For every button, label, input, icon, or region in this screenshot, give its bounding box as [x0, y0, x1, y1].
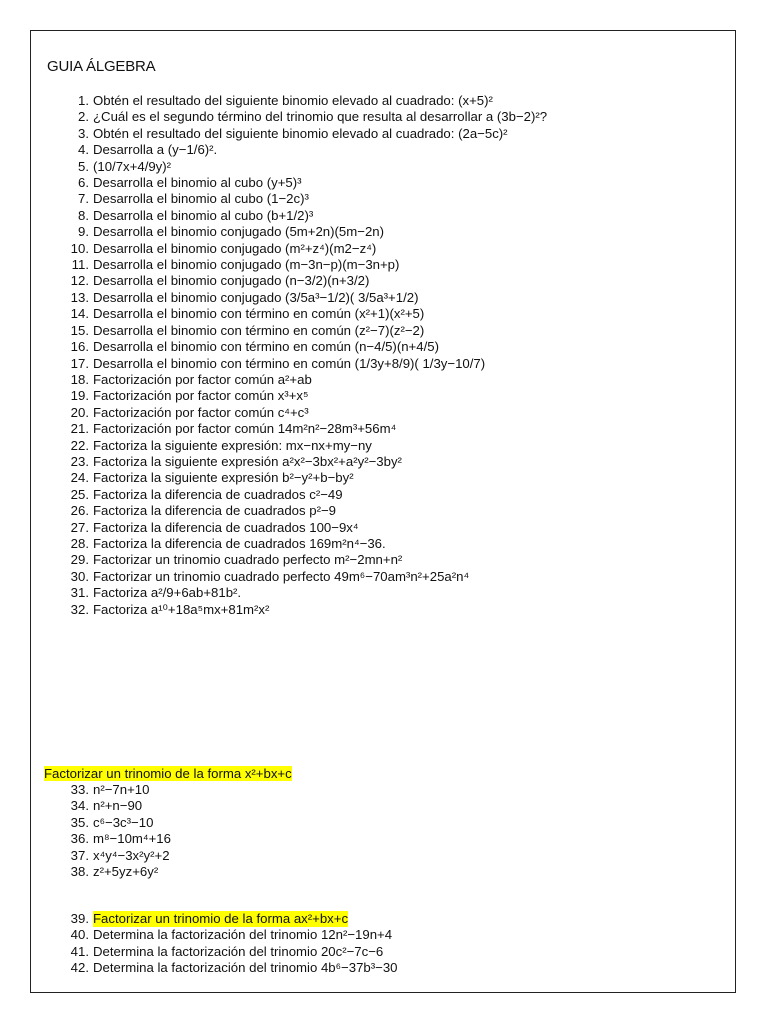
item-number: 26.	[70, 503, 89, 519]
item-text: Desarrolla el binomio con término en común (x²+1)(x²+5)	[93, 306, 425, 322]
list-item	[65, 208, 725, 224]
item-text: m⁸−10m⁴+16	[93, 831, 171, 847]
item-number: 27.	[70, 519, 89, 535]
item-number: 10.	[70, 240, 89, 256]
item-number: 18.	[70, 371, 89, 387]
item-number: 14.	[70, 306, 89, 322]
list-item	[65, 798, 725, 814]
item-text: z²+5yz+6y²	[93, 864, 159, 880]
item-text: Factorizar un trinomio cuadrado perfecto m²−2mn+n²	[93, 552, 403, 568]
item-number: 39.	[70, 911, 89, 926]
item-number: 23.	[70, 453, 89, 469]
item-number: 30.	[70, 568, 89, 584]
item-text: Factoriza a²/9+6ab+81b².	[93, 585, 242, 601]
list-item	[65, 273, 725, 289]
list-item	[65, 487, 725, 503]
item-number: 8.	[78, 207, 89, 223]
list-item	[65, 585, 725, 601]
item-text: x⁴y⁴−3x²y²+2	[93, 847, 170, 863]
item-number: 4.	[78, 142, 89, 158]
item-text: Factoriza la diferencia de cuadrados p²−9	[93, 503, 337, 519]
item-number: 29.	[70, 552, 89, 568]
list-item	[65, 520, 725, 536]
item-text: Desarrolla el binomio conjugado (3/5a³−1/2)( 3/5a³+1/2)	[93, 289, 419, 305]
list-item	[65, 339, 725, 355]
item-text: Obtén el resultado del siguiente binomio elevado al cuadrado: (x+5)²	[93, 93, 493, 108]
item-text: Factoriza la siguiente expresión a²x²−3bx²+a²y²−3by²	[93, 453, 402, 469]
list-item	[65, 257, 725, 273]
item-number: 25.	[70, 486, 89, 502]
item-number: 17.	[70, 355, 89, 371]
highlighted-heading: Factorizar un trinomio de la forma ax²+bx+c	[93, 911, 349, 926]
item-number: 31.	[70, 585, 89, 601]
list-item	[65, 159, 725, 175]
list-item	[65, 388, 725, 404]
item-text: Factoriza la diferencia de cuadrados 100−9x⁴	[93, 519, 359, 535]
list-item	[65, 815, 725, 831]
highlighted-heading: Factorizar un trinomio de la forma x²+bx+c	[44, 766, 292, 781]
exercise-list	[65, 93, 725, 618]
item-text: Desarrolla el binomio conjugado (n−3/2)(n+3/2)	[93, 273, 370, 289]
item-number: 11.	[71, 257, 89, 273]
list-item	[65, 224, 725, 240]
list-item	[65, 569, 725, 585]
item-number: 22.	[70, 437, 89, 453]
item-text: Obtén el resultado del siguiente binomio elevado al cuadrado: (2a−5c)²	[93, 125, 508, 141]
item-number: 16.	[70, 339, 89, 355]
exercise-list-ax2	[65, 911, 725, 977]
list-item	[65, 191, 725, 207]
list-item	[65, 93, 725, 109]
item-number: 15.	[70, 322, 89, 338]
section-heading	[44, 766, 292, 782]
item-number: 36.	[70, 831, 89, 847]
item-text: Factoriza a¹⁰+18a⁵mx+81m²x²	[93, 601, 270, 617]
item-text: Factoriza la diferencia de cuadrados 169m²n⁴−36.	[93, 535, 386, 551]
item-number: 3.	[78, 125, 89, 141]
item-text: Determina la factorización del trinomio 20c²−7c−6	[93, 943, 384, 959]
item-text: n²−7n+10	[93, 782, 150, 797]
list-item	[65, 831, 725, 847]
item-text: Desarrolla el binomio con término en común (z²−7)(z²−2)	[93, 322, 425, 338]
list-item	[65, 438, 725, 454]
document-page	[30, 30, 736, 993]
item-number: 41.	[70, 943, 89, 959]
item-number: 32.	[70, 601, 89, 617]
item-number: 6.	[78, 175, 89, 191]
list-item	[65, 323, 725, 339]
item-number: 42.	[70, 960, 89, 976]
list-item	[65, 470, 725, 486]
item-number: 9.	[78, 224, 89, 240]
list-item	[65, 782, 725, 798]
item-text: Desarrolla el binomio conjugado (m−3n−p)(m−3n+p)	[93, 257, 400, 273]
item-number: 5.	[78, 158, 89, 174]
item-text: Desarrolla el binomio conjugado (5m+2n)(5m−2n)	[93, 224, 385, 240]
item-number: 40.	[70, 927, 89, 943]
item-number: 2.	[78, 109, 89, 125]
item-number: 28.	[70, 535, 89, 551]
page-title: GUIA ÁLGEBRA	[47, 58, 156, 75]
item-text: Desarrolla el binomio con término en común (n−4/5)(n+4/5)	[93, 339, 439, 355]
list-item	[65, 306, 725, 322]
list-item	[65, 927, 725, 943]
item-text: Desarrolla el binomio al cubo (1−2c)³	[93, 191, 309, 207]
item-text: Factoriza la diferencia de cuadrados c²−49	[93, 486, 343, 502]
item-text: Desarrolla el binomio conjugado (m²+z⁴)(m2−z⁴)	[93, 240, 377, 256]
list-item	[65, 109, 725, 125]
list-item	[65, 142, 725, 158]
item-number: 7.	[78, 191, 89, 207]
item-text: Factoriza la siguiente expresión: mx−nx+my−ny	[93, 437, 372, 453]
list-item	[65, 911, 725, 927]
item-number: 12.	[70, 273, 89, 289]
list-item	[65, 503, 725, 519]
item-text: Factorización por factor común x³+x⁵	[93, 388, 309, 404]
item-text: Desarrolla el binomio al cubo (b+1/2)³	[93, 207, 314, 223]
list-item	[65, 372, 725, 388]
list-item	[65, 356, 725, 372]
list-item	[65, 536, 725, 552]
exercise-list-trinomials	[65, 782, 725, 880]
item-text: ¿Cuál es el segundo término del trinomio que resulta al desarrollar a (3b−2)²?	[93, 109, 548, 125]
list-item	[65, 405, 725, 421]
item-text: Factorizar un trinomio cuadrado perfecto 49m⁶−70am³n²+25a²n⁴	[93, 568, 470, 584]
list-item	[65, 126, 725, 142]
list-item	[65, 241, 725, 257]
item-text: Desarrolla el binomio al cubo (y+5)³	[93, 175, 302, 191]
list-item	[65, 175, 725, 191]
list-item	[65, 960, 725, 976]
item-text: Determina la factorización del trinomio 12n²−19n+4	[93, 927, 393, 943]
item-text: (10/7x+4/9y)²	[93, 158, 172, 174]
item-number: 24.	[70, 470, 89, 486]
item-number: 20.	[70, 404, 89, 420]
item-text: Determina la factorización del trinomio 4b⁶−37b³−30	[93, 960, 398, 976]
list-item	[65, 602, 725, 618]
item-text: Factorización por factor común a²+ab	[93, 371, 312, 387]
item-text: Factorización por factor común c⁴+c³	[93, 404, 309, 420]
list-item	[65, 864, 725, 880]
item-number: 37.	[70, 847, 89, 863]
item-text: n²+n−90	[93, 798, 143, 814]
list-item	[65, 454, 725, 470]
item-text: Factorización por factor común 14m²n²−28m³+56m⁴	[93, 421, 397, 437]
item-text: Desarrolla a (y−1/6)².	[93, 142, 218, 158]
list-item	[65, 944, 725, 960]
item-number: 33.	[70, 782, 89, 797]
list-item	[65, 848, 725, 864]
item-text: Desarrolla el binomio con término en común (1/3y+8/9)( 1/3y−10/7)	[93, 355, 486, 371]
list-item	[65, 290, 725, 306]
item-number: 34.	[70, 798, 89, 814]
list-item	[65, 552, 725, 568]
item-text: c⁶−3c³−10	[93, 814, 154, 830]
item-number: 19.	[70, 388, 89, 404]
item-text: Factoriza la siguiente expresión b²−y²+b−by²	[93, 470, 354, 486]
item-number: 35.	[70, 814, 89, 830]
item-number: 21.	[70, 421, 89, 437]
item-number: 1.	[78, 93, 89, 108]
item-number: 13.	[70, 289, 89, 305]
item-number: 38.	[70, 864, 89, 880]
list-item	[65, 421, 725, 437]
